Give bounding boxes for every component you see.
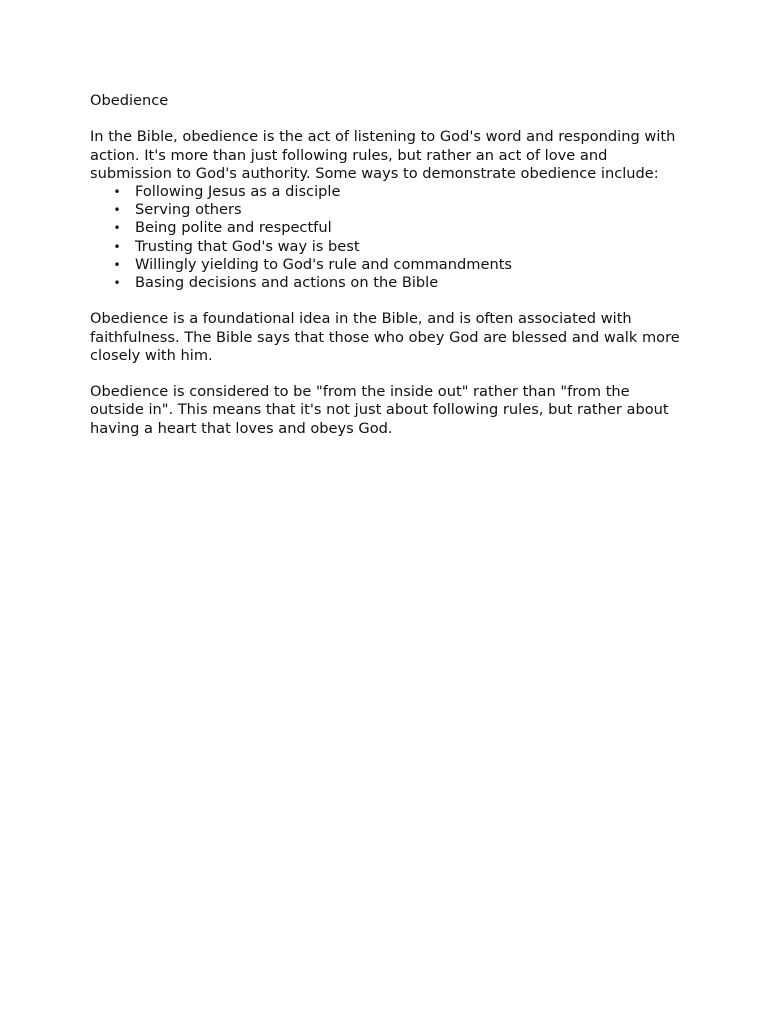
list-item-text: Serving others (135, 201, 242, 219)
list-item (113, 183, 680, 201)
list-item (113, 237, 680, 256)
intro-paragraph: In the Bible, obedience is the act of listening to God's word and responding with action. It's more than just following rules, but rather an act of love and submission to God's authority. Some ways to demonstrate obedience include: (90, 128, 676, 182)
obedience-list (90, 183, 680, 292)
bullet-icon: • (113, 221, 121, 236)
bullet-icon: • (113, 239, 121, 254)
document-title: Obedience (90, 92, 169, 109)
list-item (113, 255, 680, 274)
body-paragraph-inside-out: Obedience is considered to be "from the inside out" rather than "from the outside in". This means that it's not just about following rules, but rather about having a heart that loves and obeys God. (90, 383, 669, 437)
list-item-text: Willingly yielding to God's rule and commandments (135, 255, 513, 273)
list-item (113, 201, 680, 219)
body-paragraph-faithfulness: Obedience is a foundational idea in the Bible, and is often associated with faithfulness. The Bible says that those who obey God are blessed and walk more closely with him. (90, 310, 680, 364)
list-item (113, 274, 680, 292)
bullet-icon: • (113, 185, 121, 199)
bullet-icon: • (113, 257, 121, 272)
list-item-text: Trusting that God's way is best (135, 237, 360, 255)
list-item-text: Basing decisions and actions on the Bible (135, 274, 439, 292)
list-item-text: Being polite and respectful (135, 219, 332, 237)
bullet-icon: • (113, 276, 121, 291)
list-item (113, 219, 680, 237)
list-item-text: Following Jesus as a disciple (135, 183, 341, 200)
document-page (90, 92, 680, 438)
bullet-icon: • (113, 203, 121, 218)
